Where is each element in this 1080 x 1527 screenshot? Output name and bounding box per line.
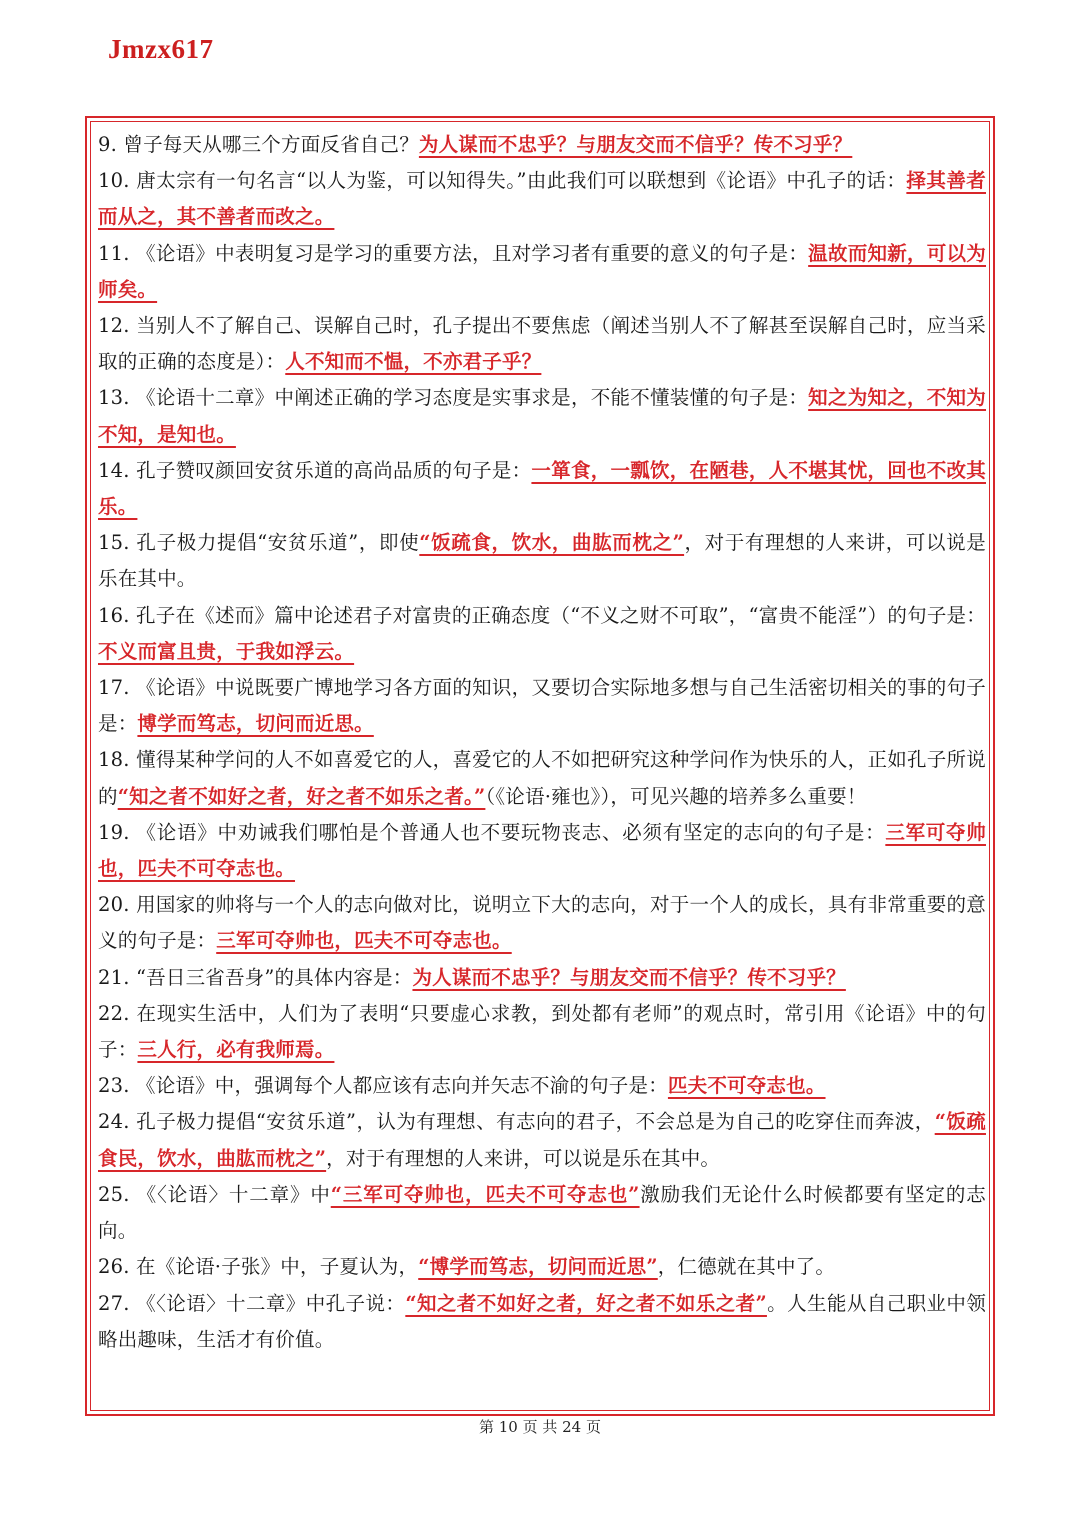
question-text: 19. 《论语》中劝诫我们哪怕是个普通人也不要玩物丧志、必须有坚定的志向的句子是： [98,820,886,844]
answer-text: 三人行，必有我师焉。 [137,1038,335,1062]
answer-text: 人不知而不愠，不亦君子乎？ [285,350,542,374]
question-text: 14. 孔子赞叹颜回安贫乐道的高尚品质的句子是： [98,458,532,482]
answer-text: 知之为知之，不知为不知，是知也。 [98,386,986,446]
question-item [98,960,986,996]
answer-text: 择其善者而从之，其不善者而改之。 [98,169,986,229]
answer-text: “三军可夺帅也，匹夫不可夺志也” [330,1182,640,1206]
question-item [98,163,986,235]
question-text: 9. 曾子每天从哪三个方面反省自己？ [98,133,419,156]
question-text: 20. 用国家的帅将与一个人的志向做对比，说明立下大的志向，对于一个人的成长，具有非常重要的意义的句子是： [98,893,986,953]
question-tail: 。人生能从自己职业中领略出趣味，生活才有价值。 [98,1291,987,1351]
question-text: 27. 《〈论语〉十二章》中孔子说： [98,1291,406,1315]
question-item [98,380,986,452]
question-text: 15. 孔子极力提倡“安贫乐道”，即使 [98,531,420,555]
question-text: 26. 在《论语·子张》中，子夏认为， [98,1255,419,1279]
question-item [98,1068,986,1104]
question-item [98,598,986,670]
question-item [98,742,986,814]
question-item [98,887,986,959]
question-tail: ，对于有理想的人来讲，可以说是乐在其中。 [98,531,987,591]
answer-text: “饭疏食，饮水，曲肱而枕之” [419,531,685,555]
question-text: 24. 孔子极力提倡“安贫乐道”，认为有理想、有志向的君子，不会总是为自己的吃穿住而奔波， [98,1110,935,1134]
watermark-label: Jmzx617 [108,34,214,64]
question-text: 16. 孔子在《述而》篇中论述君子对富贵的正确态度（“不义之财不可取”，“富贵不能淫”）的句子是： [98,603,986,627]
question-text: 12. 当别人不了解自己、误解自己时，孔子提出不要焦虑（阐述当别人不了解甚至误解自己时，应当采取的正确的态度是）： [98,314,986,374]
question-item [98,1249,986,1285]
page-number: 第 10 页 共 24 页 [478,1418,601,1436]
question-text: 17. 《论语》中说既要广博地学习各方面的知识，又要切合实际地多想与自己生活密切相关的事的句子是： [98,676,986,736]
question-item [98,1177,986,1249]
question-tail: ，对于有理想的人来讲，可以说是乐在其中。 [326,1146,721,1170]
answer-text: 不义而富且贵，于我如浮云。 [98,639,355,663]
answer-text: “博学而笃志，切问而近思” [418,1255,658,1279]
answer-text: 为人谋而不忠乎？与朋友交而不信乎？传不习乎？ [418,133,853,156]
question-text: 21. “吾日三省吾身”的具体内容是： [98,965,413,989]
question-text: 10. 唐太宗有一句名言“以人为鉴，可以知得失。”由此我们可以联想到《论语》中孔子的话： [98,169,907,193]
question-tail: （《论语·雍也》），可见兴趣的培养多么重要！ [485,784,867,808]
answer-text: 为人谋而不忠乎？与朋友交而不信乎？传不习乎？ [412,965,846,989]
answer-text: “饭疏食民，饮水，曲肱而枕之” [98,1110,986,1170]
question-list [98,127,986,1358]
answer-text: 三军可夺帅也，匹夫不可夺志也。 [98,820,986,881]
answer-text: “知之者不如好之者，好之者不如乐之者” [405,1291,767,1315]
question-item [98,996,986,1068]
question-tail: ，仁德就在其中了。 [657,1255,836,1279]
question-text: 18. 懂得某种学问的人不如喜爱它的人，喜爱它的人不如把研究这种学问作为快乐的人，正如孔子所说的 [98,748,986,808]
question-item [98,453,986,525]
question-item [98,236,986,308]
question-text: 25. 《〈论语〉十二章》中 [98,1182,331,1206]
answer-text: 匹夫不可夺志也。 [667,1074,826,1098]
answer-text: 一箪食，一瓢饮，在陋巷，人不堪其忧，回也不改其乐。 [98,458,986,519]
question-item [98,308,986,380]
answer-text: 三军可夺帅也，匹夫不可夺志也。 [216,929,512,953]
question-text: 11. 《论语》中表明复习是学习的重要方法，且对学习者有重要的意义的句子是： [98,241,809,265]
question-tail: 激励我们无论什么时候都要有坚定的志向。 [98,1182,987,1243]
question-item [98,525,986,597]
question-text: 22. 在现实生活中，人们为了表明“只要虚心求教，到处都有老师”的观点时，常引用《论语》中的句子： [98,1001,986,1062]
answer-text: 博学而笃志，切问而近思。 [137,712,374,736]
question-item [98,127,986,163]
question-item [98,670,986,742]
question-item [98,815,986,887]
answer-text: “知之者不如好之者，好之者不如乐之者。” [117,784,486,808]
question-text: 13. 《论语十二章》中阐述正确的学习态度是实事求是，不能不懂装懂的句子是： [98,386,809,410]
question-item [98,1104,986,1176]
question-item [98,1286,986,1358]
answer-text: 温故而知新，可以为师矣。 [98,241,986,301]
question-text: 23. 《论语》中，强调每个人都应该有志向并矢志不渝的句子是： [98,1074,668,1098]
